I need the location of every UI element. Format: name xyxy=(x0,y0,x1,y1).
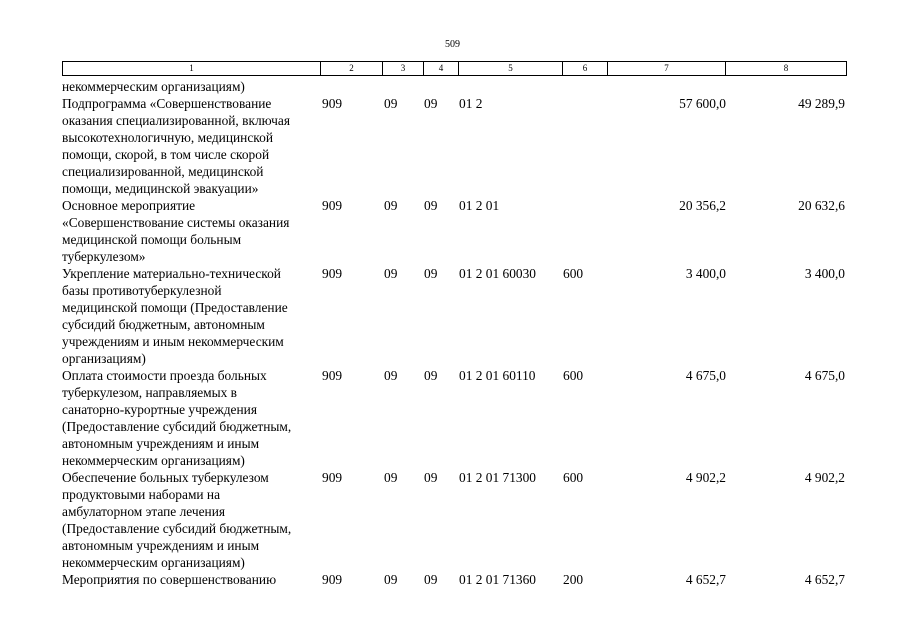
page-number: 509 xyxy=(445,39,460,50)
row-ministry-code: 909 xyxy=(322,470,343,485)
row-target-article: 01 2 xyxy=(459,96,483,111)
column-header-2: 2 xyxy=(321,62,383,76)
row-target-article: 01 2 01 60030 xyxy=(459,266,536,281)
table-row xyxy=(62,95,846,197)
row-description: Подпрограмма «Совершенствование оказания специализированной, включая высокотехнологичную, медицинской помощи, скорой, в том числе скорой специализированной, медицинской помощи, медицинской эвакуации» xyxy=(62,96,290,196)
table-row xyxy=(62,197,846,265)
row-expense-type: 600 xyxy=(563,470,584,485)
row-amount-2: 49 289,9 xyxy=(798,96,845,111)
row-section-code: 09 xyxy=(384,470,398,485)
row-amount-1: 4 652,7 xyxy=(685,572,726,587)
row-amount-1: 3 400,0 xyxy=(685,266,726,281)
row-amount-1: 4 902,2 xyxy=(685,470,726,485)
table-row xyxy=(62,571,846,588)
column-header-8: 8 xyxy=(726,62,847,76)
table-row xyxy=(62,469,846,571)
row-subsection-code: 09 xyxy=(424,266,438,281)
row-description: Обеспечение больных туберкулезом продуктовыми наборами на амбулаторном этапе лечения (Предоставление субсидий бюджетным, автономным учреждениям и иным некоммерческим организациям) xyxy=(62,470,292,570)
table-row xyxy=(62,265,846,367)
row-amount-1: 4 675,0 xyxy=(685,368,726,383)
column-header-3: 3 xyxy=(383,62,424,76)
row-section-code: 09 xyxy=(384,96,398,111)
column-header-4: 4 xyxy=(424,62,459,76)
row-amount-1: 20 356,2 xyxy=(679,198,726,213)
row-subsection-code: 09 xyxy=(424,470,438,485)
column-header-7: 7 xyxy=(608,62,726,76)
row-ministry-code: 909 xyxy=(322,368,343,383)
row-description: Основное мероприятие «Совершенствование системы оказания медицинской помощи больным туберкулезом» xyxy=(62,198,290,264)
row-subsection-code: 09 xyxy=(424,96,438,111)
row-section-code: 09 xyxy=(384,572,398,587)
row-ministry-code: 909 xyxy=(322,198,343,213)
row-target-article: 01 2 01 xyxy=(459,198,500,213)
row-description: Мероприятия по совершенствованию xyxy=(62,572,277,587)
column-header-6: 6 xyxy=(563,62,608,76)
table-body xyxy=(62,78,846,588)
row-amount-2: 3 400,0 xyxy=(804,266,845,281)
column-header-1: 1 xyxy=(63,62,321,76)
row-subsection-code: 09 xyxy=(424,368,438,383)
row-amount-1: 57 600,0 xyxy=(679,96,726,111)
column-header-table xyxy=(62,61,847,76)
row-target-article: 01 2 01 71360 xyxy=(459,572,536,587)
row-description: Оплата стоимости проезда больных туберкулезом, направляемых в санаторно-курортные учреждения (Предоставление субсидий бюджетным, автономным учреждениям и иным некоммерческим организациям) xyxy=(62,368,292,468)
row-amount-2: 4 675,0 xyxy=(804,368,845,383)
row-expense-type: 200 xyxy=(563,572,584,587)
row-expense-type: 600 xyxy=(563,368,584,383)
row-description: Укрепление материально-технической базы противотуберкулезной медицинской помощи (Предоставление субсидий бюджетным, автономным учреждениям и иным некоммерческим организациям) xyxy=(62,266,288,366)
row-ministry-code: 909 xyxy=(322,96,343,111)
row-subsection-code: 09 xyxy=(424,198,438,213)
row-subsection-code: 09 xyxy=(424,572,438,587)
row-section-code: 09 xyxy=(384,198,398,213)
table-row xyxy=(62,78,846,95)
row-target-article: 01 2 01 71300 xyxy=(459,470,536,485)
row-amount-2: 4 652,7 xyxy=(804,572,845,587)
row-ministry-code: 909 xyxy=(322,266,343,281)
column-header-5: 5 xyxy=(459,62,563,76)
row-ministry-code: 909 xyxy=(322,572,343,587)
row-expense-type: 600 xyxy=(563,266,584,281)
row-section-code: 09 xyxy=(384,368,398,383)
row-amount-2: 20 632,6 xyxy=(798,198,845,213)
row-section-code: 09 xyxy=(384,266,398,281)
row-amount-2: 4 902,2 xyxy=(804,470,845,485)
table-row xyxy=(62,367,846,469)
row-target-article: 01 2 01 60110 xyxy=(459,368,536,383)
column-header-row xyxy=(63,62,847,76)
row-description: некоммерческим организациям) xyxy=(62,79,245,94)
